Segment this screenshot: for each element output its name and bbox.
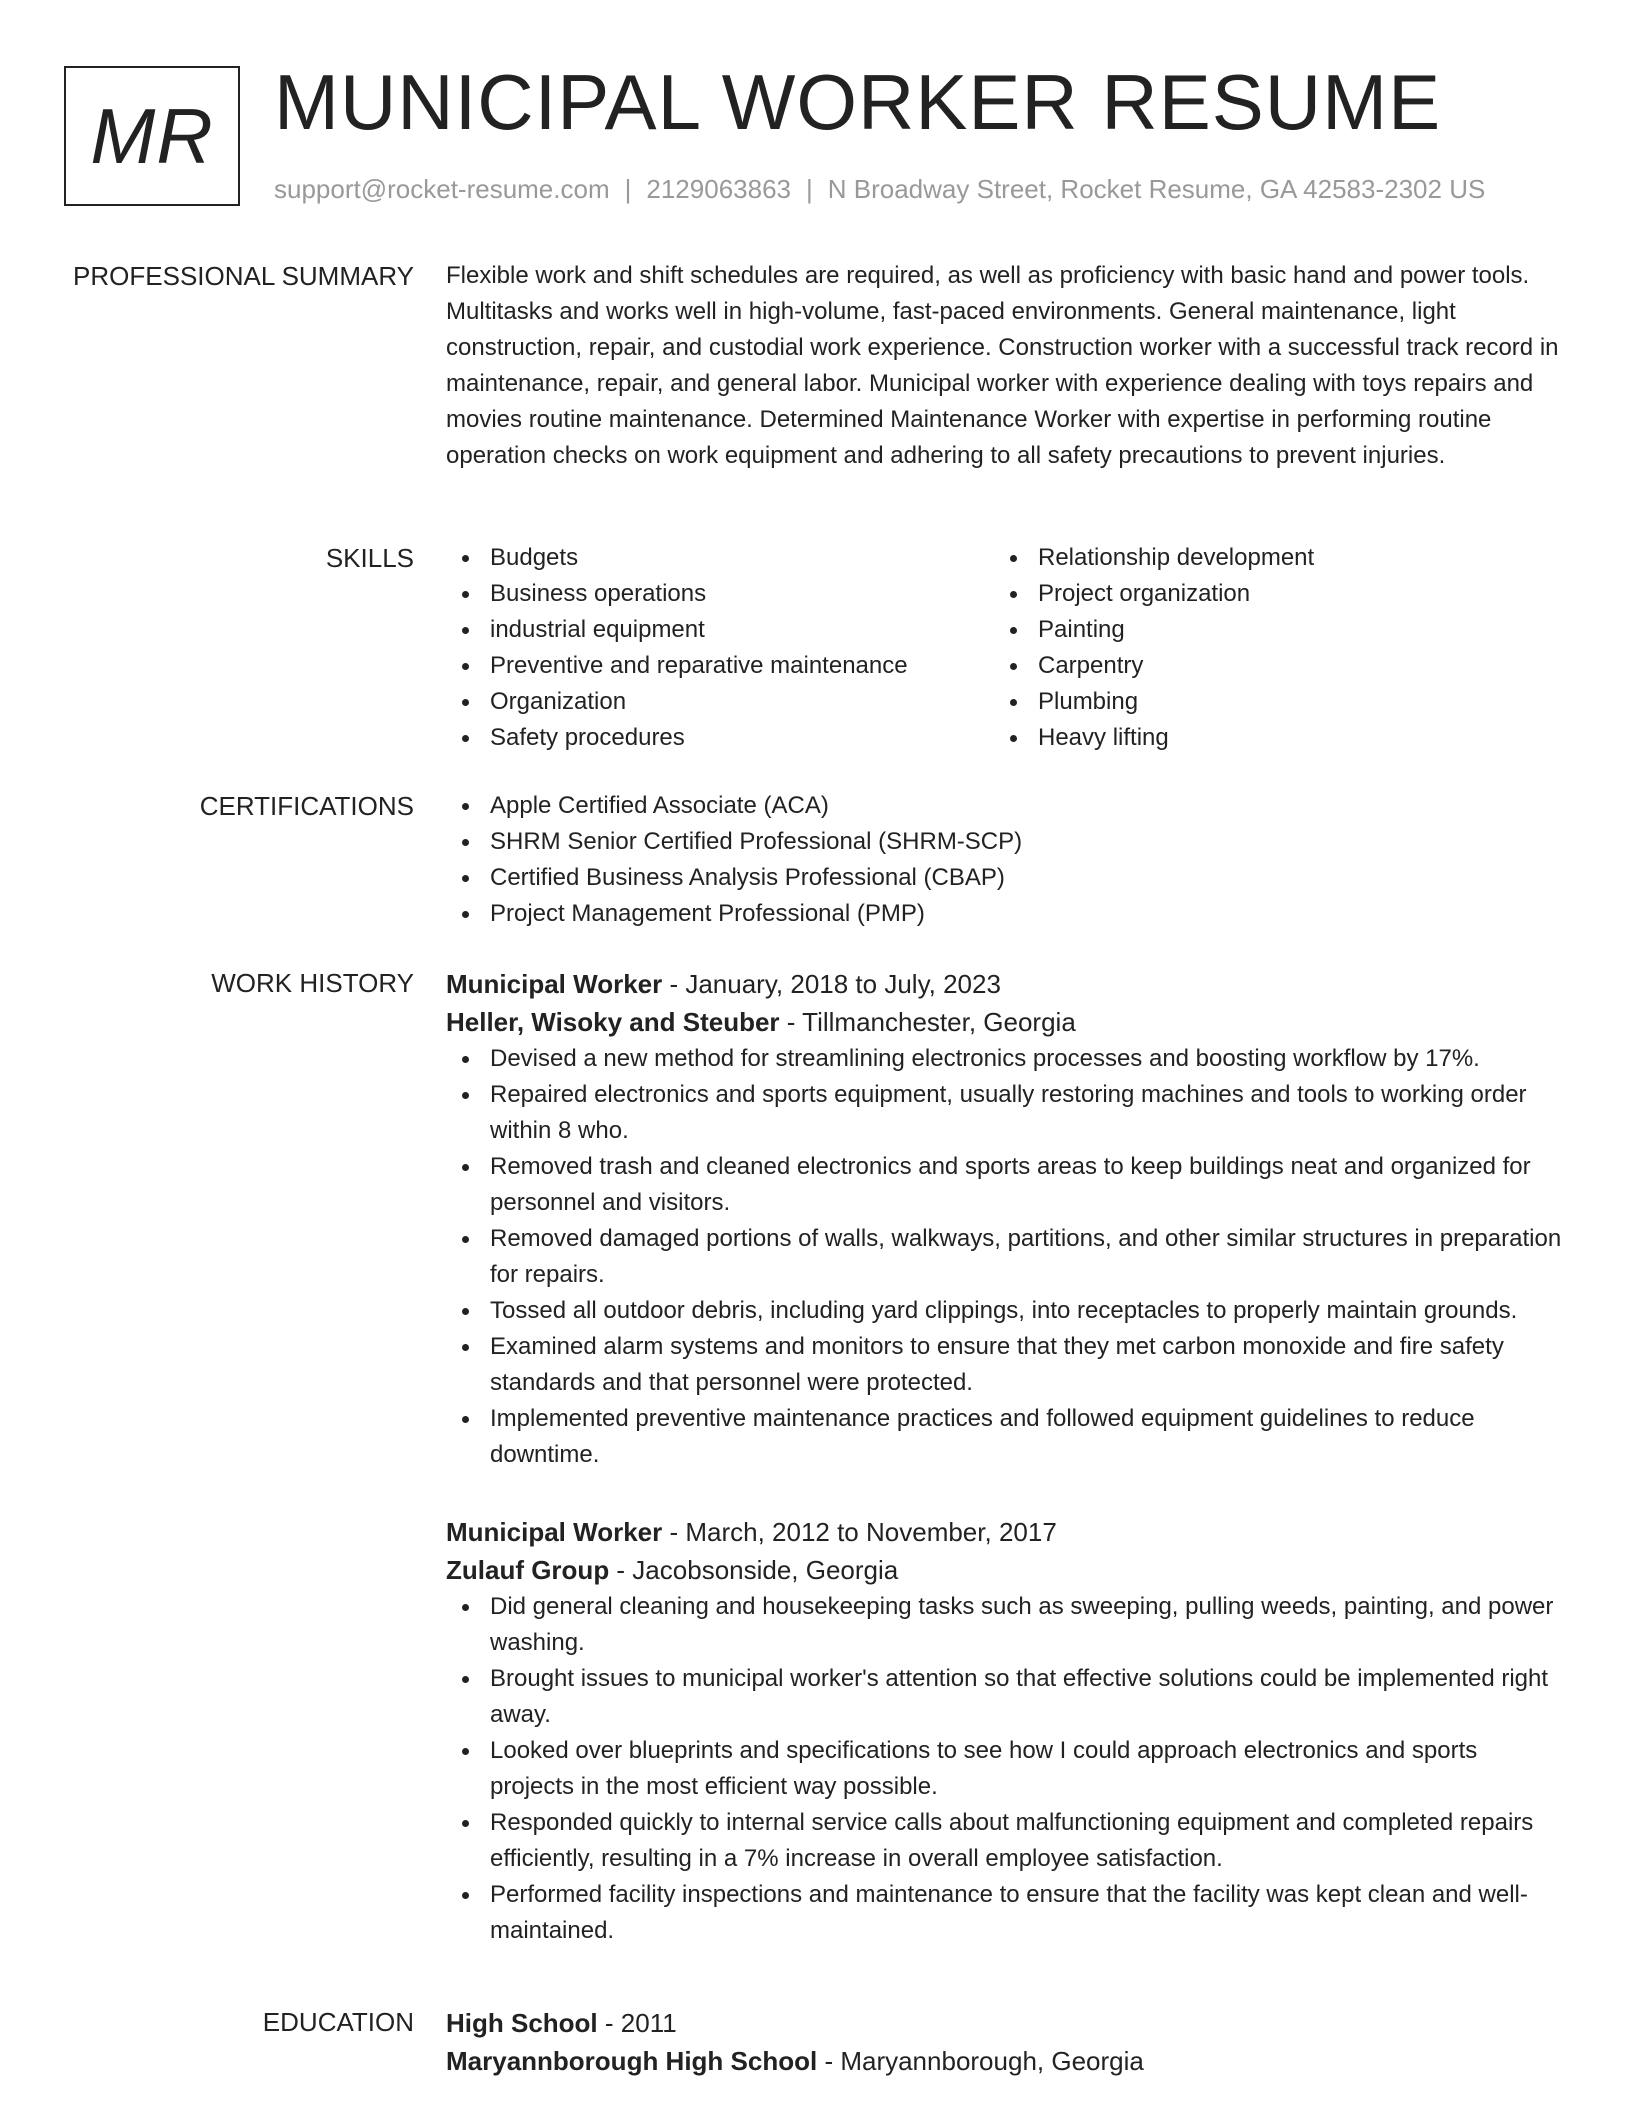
skill-item: Budgets — [446, 540, 994, 576]
contact-separator: | — [806, 174, 813, 204]
job-entry — [446, 965, 1564, 1473]
job-title-line — [446, 965, 1564, 1003]
monogram-badge: MR — [64, 66, 240, 206]
skill-item: Painting — [994, 612, 1542, 648]
work-history-body — [446, 965, 1564, 1989]
job-duty: Responded quickly to internal service calls about malfunctioning equipment and completed repairs efficiently, resulting in a 7% increase in overall employee satisfaction. — [446, 1805, 1564, 1877]
section-label-education: EDUCATION — [262, 2007, 414, 2037]
job-duty: Devised a new method for streamlining electronics processes and boosting workflow by 17%. — [446, 1041, 1564, 1077]
section-label-skills: SKILLS — [325, 543, 414, 573]
job-dates: - January, 2018 to July, 2023 — [662, 969, 1001, 999]
job-title-line — [446, 1513, 1564, 1551]
contact-email: support@rocket-resume.com — [274, 174, 610, 204]
certifications-list — [446, 788, 1564, 932]
skill-item: Preventive and reparative maintenance — [446, 648, 994, 684]
contact-phone: 2129063863 — [646, 174, 791, 204]
job-duty: Tossed all outdoor debris, including yard clippings, into receptacles to properly maintain grounds. — [446, 1293, 1564, 1329]
summary-body — [446, 258, 1564, 474]
job-company-line — [446, 1551, 1564, 1589]
job-duty: Performed facility inspections and maintenance to ensure that the facility was kept clean and well-maintained. — [446, 1877, 1564, 1949]
skill-item: Carpentry — [994, 648, 1542, 684]
job-duty: Looked over blueprints and specifications to see how I could approach electronics and sports projects in the most efficient way possible. — [446, 1733, 1564, 1805]
skill-item: Heavy lifting — [994, 720, 1542, 756]
job-duties-list — [446, 1041, 1564, 1473]
job-duty: Implemented preventive maintenance practices and followed equipment guidelines to reduce downtime. — [446, 1401, 1564, 1473]
summary-text: Flexible work and shift schedules are required, as well as proficiency with basic hand and power tools. Multitasks and works well in high-volume, fast-paced environments. General maintenance, light construction, repair, and custodial work experience. Construction worker with a successful track record in maintenance, repair, and general labor. Municipal worker with experience dealing with toys repairs and movies routine maintenance. Determined Maintenance Worker with expertise in performing routine operation checks on work equipment and adhering to all safety precautions to prevent injuries. — [446, 262, 1559, 469]
job-duty: Did general cleaning and housekeeping tasks such as sweeping, pulling weeds, painting, and power washing. — [446, 1589, 1564, 1661]
education-body — [446, 2004, 1564, 2080]
skills-column-right — [994, 540, 1542, 756]
job-company: Heller, Wisoky and Steuber — [446, 1007, 780, 1037]
job-company: Zulauf Group — [446, 1555, 610, 1585]
certification-item: SHRM Senior Certified Professional (SHRM-SCP) — [446, 824, 1564, 860]
job-duty: Brought issues to municipal worker's attention so that effective solutions could be implemented right away. — [446, 1661, 1564, 1733]
job-title: Municipal Worker — [446, 969, 663, 999]
skill-item: Safety procedures — [446, 720, 994, 756]
contact-address: N Broadway Street, Rocket Resume, GA 42583-2302 US — [827, 174, 1486, 204]
certification-item: Certified Business Analysis Professional (CBAP) — [446, 860, 1564, 896]
education-degree: High School — [446, 2008, 598, 2038]
education-location: - Maryannborough, Georgia — [817, 2046, 1144, 2076]
job-duty: Examined alarm systems and monitors to ensure that they met carbon monoxide and fire safety standards and that personnel were protected. — [446, 1329, 1564, 1401]
education-school-line — [446, 2042, 1564, 2080]
job-location: - Jacobsonside, Georgia — [609, 1555, 899, 1585]
skill-item: Organization — [446, 684, 994, 720]
job-company-line — [446, 1003, 1564, 1041]
contact-separator: | — [624, 174, 632, 204]
resume-title: MUNICIPAL WORKER RESUME — [274, 58, 1442, 146]
skill-item: Project organization — [994, 576, 1542, 612]
job-duty: Removed trash and cleaned electronics and sports areas to keep buildings neat and organized for personnel and visitors. — [446, 1149, 1564, 1221]
section-label-work-history: WORK HISTORY — [211, 968, 414, 998]
certifications-body — [446, 788, 1564, 932]
skill-item: Relationship development — [994, 540, 1542, 576]
skill-item: industrial equipment — [446, 612, 994, 648]
certification-item: Apple Certified Associate (ACA) — [446, 788, 1564, 824]
section-label-certifications: CERTIFICATIONS — [199, 791, 414, 821]
certification-item: Project Management Professional (PMP) — [446, 896, 1564, 932]
skills-body — [446, 540, 1564, 756]
job-duty: Removed damaged portions of walls, walkways, partitions, and other similar structures in preparation for repairs. — [446, 1221, 1564, 1293]
skill-item: Business operations — [446, 576, 994, 612]
job-dates: - March, 2012 to November, 2017 — [662, 1517, 1057, 1547]
contact-line — [274, 174, 1485, 205]
education-school: Maryannborough High School — [446, 2046, 818, 2076]
education-degree-line — [446, 2004, 1564, 2042]
job-duties-list — [446, 1589, 1564, 1949]
skill-item: Plumbing — [994, 684, 1542, 720]
education-year: - 2011 — [597, 2008, 677, 2038]
job-entry — [446, 1513, 1564, 1949]
skills-column-left — [446, 540, 994, 756]
job-location: - Tillmanchester, Georgia — [779, 1007, 1076, 1037]
section-label-summary: PROFESSIONAL SUMMARY — [73, 261, 414, 291]
job-duty: Repaired electronics and sports equipment, usually restoring machines and tools to working order within 8 who. — [446, 1077, 1564, 1149]
job-title: Municipal Worker — [446, 1517, 663, 1547]
